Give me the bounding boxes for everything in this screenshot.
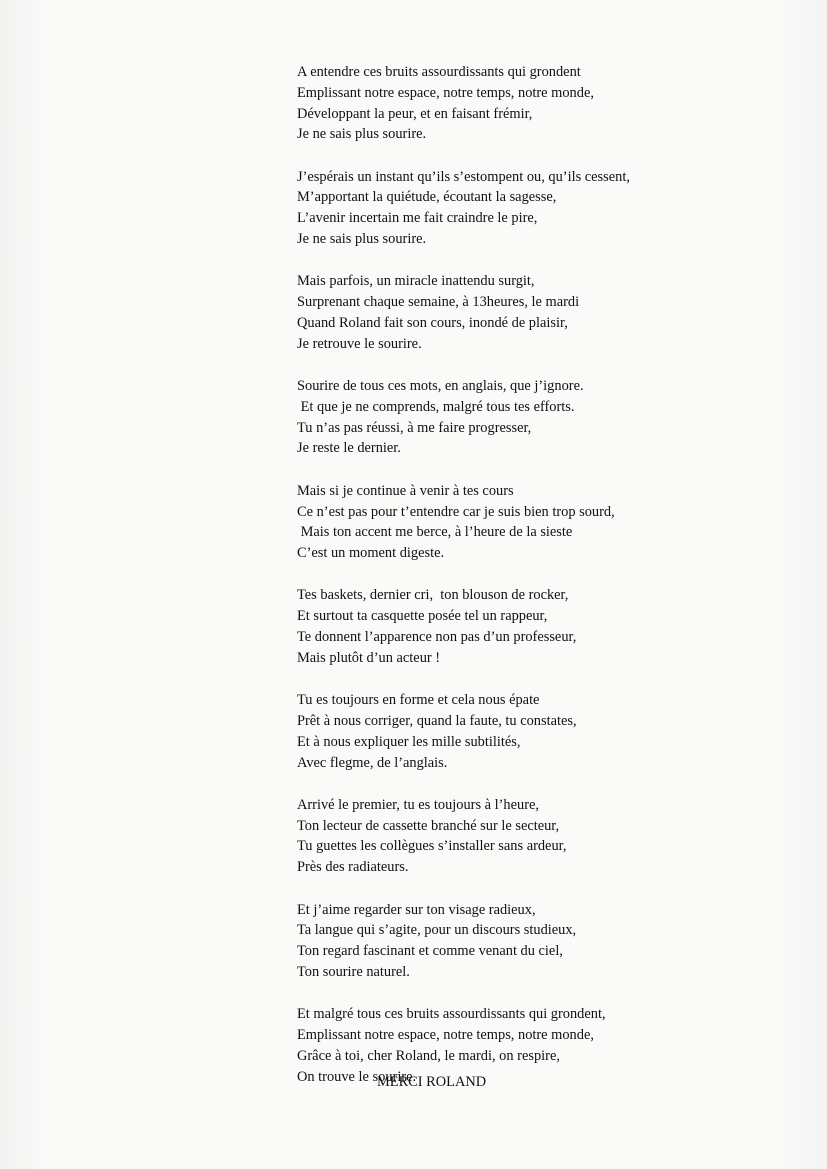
- poem-line: L’avenir incertain me fait craindre le pire,: [297, 210, 538, 227]
- poem-line: Je ne sais plus sourire.: [297, 231, 427, 248]
- poem-line: Et surtout ta casquette posée tel un rappeur,: [297, 608, 548, 625]
- poem-line: Ton lecteur de cassette branché sur le secteur,: [297, 817, 560, 834]
- poem-line: Tu es toujours en forme et cela nous épate: [297, 692, 540, 709]
- poem-line: Prêt à nous corriger, quand la faute, tu constates,: [297, 712, 577, 729]
- poem-line: Grâce à toi, cher Roland, le mardi, on respire,: [297, 1047, 560, 1064]
- poem-line: Je reste le dernier.: [297, 440, 401, 457]
- poem-line: Emplissant notre espace, notre temps, notre monde,: [297, 1026, 594, 1043]
- poem-line: Mais si je continue à venir à tes cours: [297, 482, 514, 499]
- poem-line: Ton sourire naturel.: [297, 963, 410, 980]
- poem: [297, 62, 797, 1109]
- poem-line: M’apportant la quiétude, écoutant la sagesse,: [297, 189, 557, 206]
- poem-line: Je retrouve le sourire.: [297, 335, 422, 352]
- poem-line: Tu guettes les collègues s’installer sans ardeur,: [297, 838, 567, 855]
- stanza-3: [297, 271, 797, 354]
- poem-line: Près des radiateurs.: [297, 859, 409, 876]
- stanza-7: [297, 690, 797, 773]
- poem-line: Ce n’est pas pour t’entendre car je suis bien trop sourd,: [297, 503, 615, 520]
- poem-line: Emplissant notre espace, notre temps, notre monde,: [297, 84, 594, 101]
- stanza-5: [297, 481, 797, 564]
- poem-line: Ton regard fascinant et comme venant du ciel,: [297, 943, 563, 960]
- signature: MERCI ROLAND: [377, 1074, 487, 1090]
- poem-line: Surprenant chaque semaine, à 13heures, le mardi: [297, 294, 580, 311]
- poem-line: Je ne sais plus sourire.: [297, 126, 427, 143]
- poem-line: Quand Roland fait son cours, inondé de plaisir,: [297, 314, 568, 331]
- poem-line: Mais plutôt d’un acteur !: [297, 649, 441, 666]
- stanza-1: [297, 62, 797, 145]
- poem-line: Et j’aime regarder sur ton visage radieux,: [297, 901, 536, 918]
- stanza-9: [297, 900, 797, 983]
- poem-line: Mais ton accent me berce, à l’heure de la sieste: [297, 524, 573, 541]
- poem-line: Sourire de tous ces mots, en anglais, que j’ignore.: [297, 378, 584, 395]
- stanza-10: [297, 1004, 797, 1087]
- poem-line: Tes baskets, dernier cri, ton blouson de rocker,: [297, 587, 569, 604]
- poem-line: Ta langue qui s’agite, pour un discours studieux,: [297, 922, 577, 939]
- poem-line: Arrivé le premier, tu es toujours à l’heure,: [297, 796, 539, 813]
- poem-line: Et que je ne comprends, malgré tous tes efforts.: [297, 398, 575, 415]
- poem-line: Te donnent l’apparence non pas d’un professeur,: [297, 629, 577, 646]
- poem-line: On trouve le sourire.: [297, 1068, 417, 1085]
- poem-line: Tu n’as pas réussi, à me faire progresser,: [297, 419, 532, 436]
- poem-line: J’espérais un instant qu’ils s’estompent ou, qu’ils cessent,: [297, 168, 630, 185]
- poem-line: Et malgré tous ces bruits assourdissants qui grondent,: [297, 1006, 606, 1023]
- poem-line: Et à nous expliquer les mille subtilités,: [297, 733, 521, 750]
- stanza-4: [297, 376, 797, 459]
- poem-line: Avec flegme, de l’anglais.: [297, 754, 448, 771]
- stanza-8: [297, 795, 797, 878]
- poem-line: A entendre ces bruits assourdissants qui grondent: [297, 64, 581, 80]
- stanza-6: [297, 585, 797, 668]
- poem-line: Mais parfois, un miracle inattendu surgit,: [297, 273, 535, 290]
- poem-line: Développant la peur, et en faisant frémir,: [297, 105, 533, 122]
- poem-line: C’est un moment digeste.: [297, 545, 445, 562]
- stanza-2: [297, 167, 797, 250]
